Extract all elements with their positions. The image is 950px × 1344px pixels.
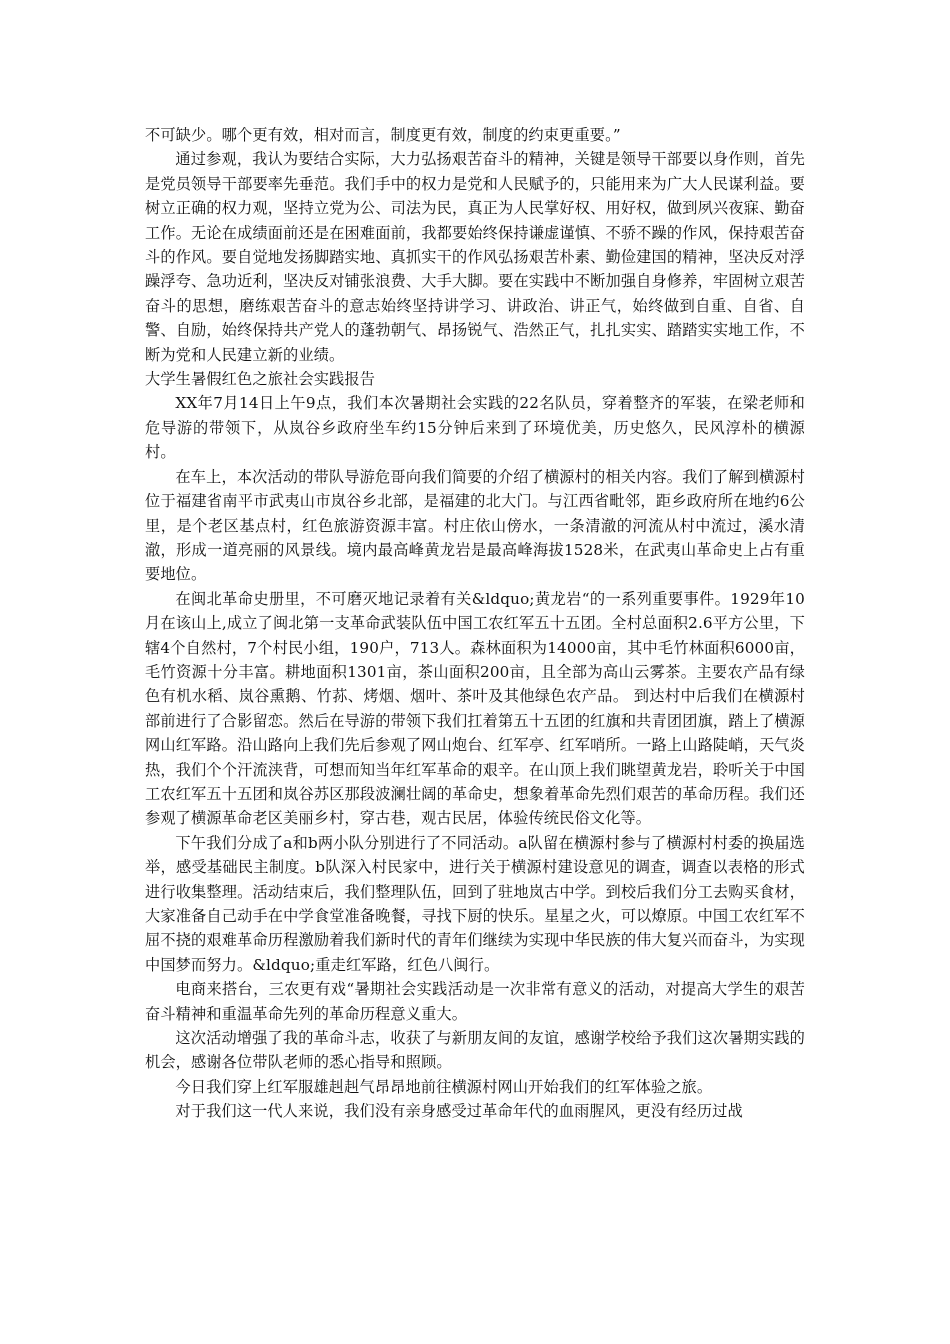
paragraph-revolution-history: 在闽北革命史册里，不可磨灭地记录着有关&ldquo;黄龙岩“的一系列重要事件。1929年10月在该山上,成立了闽北第一支革命武装队伍中国工农红军五十五团。全村总面积2.6平方公里，下辖4个自然村，7个村民小组，190户，713人。森林面积为14000亩，其中毛竹林面积6000亩，毛竹资源十分丰富。耕地面积1301亩，茶山面积200亩，且全部为高山云雾茶。主要农产品有绿色有机水稻、岚谷熏鹅、竹荪、烤烟、烟叶、茶叶及其他绿色农产品。 到达村中后我们在横源村部前进行了合影留恋。然后在导游的带领下我们扛着第五十五团的红旗和共青团团旗，踏上了横源网山红军路。沿山路向上我们先后参观了网山炮台、红军亭、红军哨所。一路上山路陡峭，天气炎热，我们个个汗流浃背，可想而知当年红军革命的艰辛。在山顶上我们眺望黄龙岩，聆听关于中国工农红军五十五团和岚谷苏区那段波澜壮阔的革命史，想象着革命先烈们艰苦的革命历程。我们还参观了横源革命老区美丽乡村，穿古巷，观古民居，体验传统民俗文化等。 [145, 589, 805, 828]
paragraph-significance: 电商来搭台，三农更有戏“暑期社会实践活动是一次非常有意义的活动，对提高大学生的艰苦奋斗精神和重温革命先列的革命历程意义重大。 [145, 980, 805, 1023]
paragraph-gratitude: 这次活动增强了我的革命斗志，收获了与新朋友间的友谊，感谢学校给予我们这次暑期实践的机会，感谢各位带队老师的悉心指导和照顾。 [145, 1029, 805, 1072]
paragraph-village-intro: 在车上，本次活动的带队导游危哥向我们简要的介绍了横源村的相关内容。我们了解到横源村位于福建省南平市武夷山市岚谷乡北部，是福建的北大门。与江西省毗邻，距乡政府所在地约6公里，是个老区基点村，红色旅游资源丰富。村庄依山傍水，一条清澈的河流从村中流过，溪水清澈，形成一道亮丽的风景线。境内最高峰黄龙岩是最高峰海拔1528米，在武夷山革命史上占有重要地位。 [145, 467, 805, 584]
document-body [145, 123, 805, 1124]
paragraph-arrival: XX年7月14日上午9点，我们本次暑期社会实践的22名队员，穿着整齐的军装，在梁老师和危导游的带领下，从岚谷乡政府坐车约15分钟后来到了环境优美，历史悠久，民风淳朴的横源村。 [145, 394, 805, 462]
paragraph-red-army-experience: 今日我们穿上红军服雄赳赳气昂昂地前往横源村网山开始我们的红军体验之旅。 [175, 1077, 713, 1096]
paragraph-visit-reflection: 通过参观，我认为要结合实际，大力弘扬艰苦奋斗的精神，关键是领导干部要以身作则，首先是党员领导干部要率先垂范。我们手中的权力是党和人民赋予的，只能用来为广大人民谋利益。要树立正确的权力观，坚持立党为公、司法为民，真正为人民掌好权、用好权，做到夙兴夜寐、勤奋工作。无论在成绩面前还是在困难面前，我都要始终保持谦虚谨慎、不骄不躁的作风，保持艰苦奋斗的作风。要自觉地发扬脚踏实地、真抓实干的作风弘扬艰苦朴素、勤俭建国的精神，坚决反对浮躁浮夸、急功近利，坚决反对铺张浪费、大手大脚。要在实践中不断加强自身修养，牢固树立艰苦奋斗的思想，磨练艰苦奋斗的意志始终坚持讲学习、讲政治、讲正气，始终做到自重、自省、自警、自励，始终保持共产党人的蓬勃朝气、昂扬锐气、浩然正气，扎扎实实、踏踏实实地工作，不断为党和人民建立新的业绩。 [145, 150, 805, 364]
report-title: 大学生暑假红色之旅社会实践报告 [145, 370, 376, 389]
paragraph-generation: 对于我们这一代人来说，我们没有亲身感受过革命年代的血雨腥风，更没有经历过战 [175, 1102, 743, 1121]
paragraph-afternoon-activities: 下午我们分成了a和b两小队分别进行了不同活动。a队留在横源村参与了横源村村委的换届选举，感受基础民主制度。b队深入村民家中，进行关于横源村建设意见的调查，调查以表格的形式进行收集整理。活动结束后，我们整理队伍，回到了驻地岚古中学。到校后我们分工去购买食材，大家准备自己动手在中学食堂准备晚餐，寻找下厨的快乐。星星之火，可以燎原。中国工农红军不屈不挠的艰难革命历程激励着我们新时代的青年们继续为实现中华民族的伟大复兴而奋斗，为实现中国梦而努力。&ldquo;重走红军路，红色八闽行。 [145, 833, 805, 974]
paragraph-continuation: 不可缺少。哪个更有效，相对而言，制度更有效，制度的约束更重要。” [145, 126, 621, 144]
